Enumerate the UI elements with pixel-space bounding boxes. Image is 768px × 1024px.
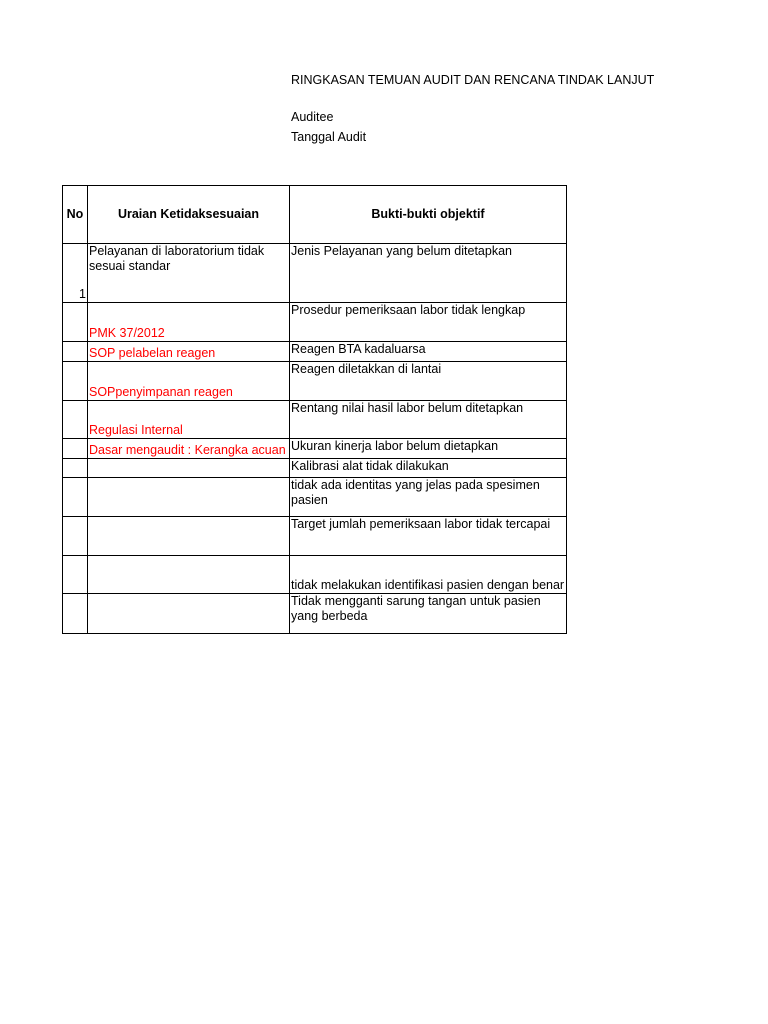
row-number <box>63 401 88 439</box>
uraian-cell <box>88 517 290 556</box>
uraian-cell <box>88 594 290 634</box>
table-row <box>63 459 567 478</box>
table-row <box>63 594 567 634</box>
bukti-cell: Rentang nilai hasil labor belum ditetapkan <box>290 401 567 439</box>
column-header-bukti: Bukti-bukti objektif <box>290 186 567 244</box>
table-row <box>63 556 567 594</box>
bukti-cell: tidak melakukan identifikasi pasien dengan benar <box>290 556 567 594</box>
bukti-cell: Ukuran kinerja labor belum dietapkan <box>290 439 567 459</box>
row-number <box>63 362 88 401</box>
findings-table <box>62 185 567 634</box>
row-number <box>63 303 88 342</box>
bukti-cell: Target jumlah pemeriksaan labor tidak tercapai <box>290 517 567 556</box>
bukti-cell: Kalibrasi alat tidak dilakukan <box>290 459 567 478</box>
row-number <box>63 342 88 362</box>
bukti-cell: Reagen diletakkan di lantai <box>290 362 567 401</box>
uraian-cell: Regulasi Internal <box>88 401 290 439</box>
uraian-cell: SOP pelabelan reagen <box>88 342 290 362</box>
row-number <box>63 459 88 478</box>
row-number: 1 <box>63 244 88 303</box>
uraian-cell: Pelayanan di laboratorium tidak sesuai standar <box>88 244 290 303</box>
uraian-cell <box>88 556 290 594</box>
column-header-no: No <box>63 186 88 244</box>
uraian-cell <box>88 459 290 478</box>
uraian-cell: SOPpenyimpanan reagen <box>88 362 290 401</box>
table-row <box>63 439 567 459</box>
row-number <box>63 594 88 634</box>
bukti-cell: tidak ada identitas yang jelas pada spesimen pasien <box>290 478 567 517</box>
column-header-uraian: Uraian Ketidaksesuaian <box>88 186 290 244</box>
bukti-cell: Jenis Pelayanan yang belum ditetapkan <box>290 244 567 303</box>
report-title: RINGKASAN TEMUAN AUDIT DAN RENCANA TINDAK LANJUT <box>291 73 655 87</box>
auditee-label: Auditee <box>291 110 334 124</box>
uraian-cell: PMK 37/2012 <box>88 303 290 342</box>
uraian-cell <box>88 478 290 517</box>
row-number <box>63 478 88 517</box>
table-row <box>63 401 567 439</box>
table-row <box>63 342 567 362</box>
audit-date-label: Tanggal Audit <box>291 130 367 144</box>
bukti-cell: Reagen BTA kadaluarsa <box>290 342 567 362</box>
table-row <box>63 362 567 401</box>
bukti-cell: Prosedur pemeriksaan labor tidak lengkap <box>290 303 567 342</box>
table-row <box>63 244 567 303</box>
table-header-row <box>63 186 567 244</box>
row-number <box>63 517 88 556</box>
row-number <box>63 556 88 594</box>
row-number <box>63 439 88 459</box>
bukti-cell: Tidak mengganti sarung tangan untuk pasien yang berbeda <box>290 594 567 634</box>
table-row <box>63 478 567 517</box>
table-row <box>63 303 567 342</box>
table-row <box>63 517 567 556</box>
uraian-cell: Dasar mengaudit : Kerangka acuan <box>88 439 290 459</box>
